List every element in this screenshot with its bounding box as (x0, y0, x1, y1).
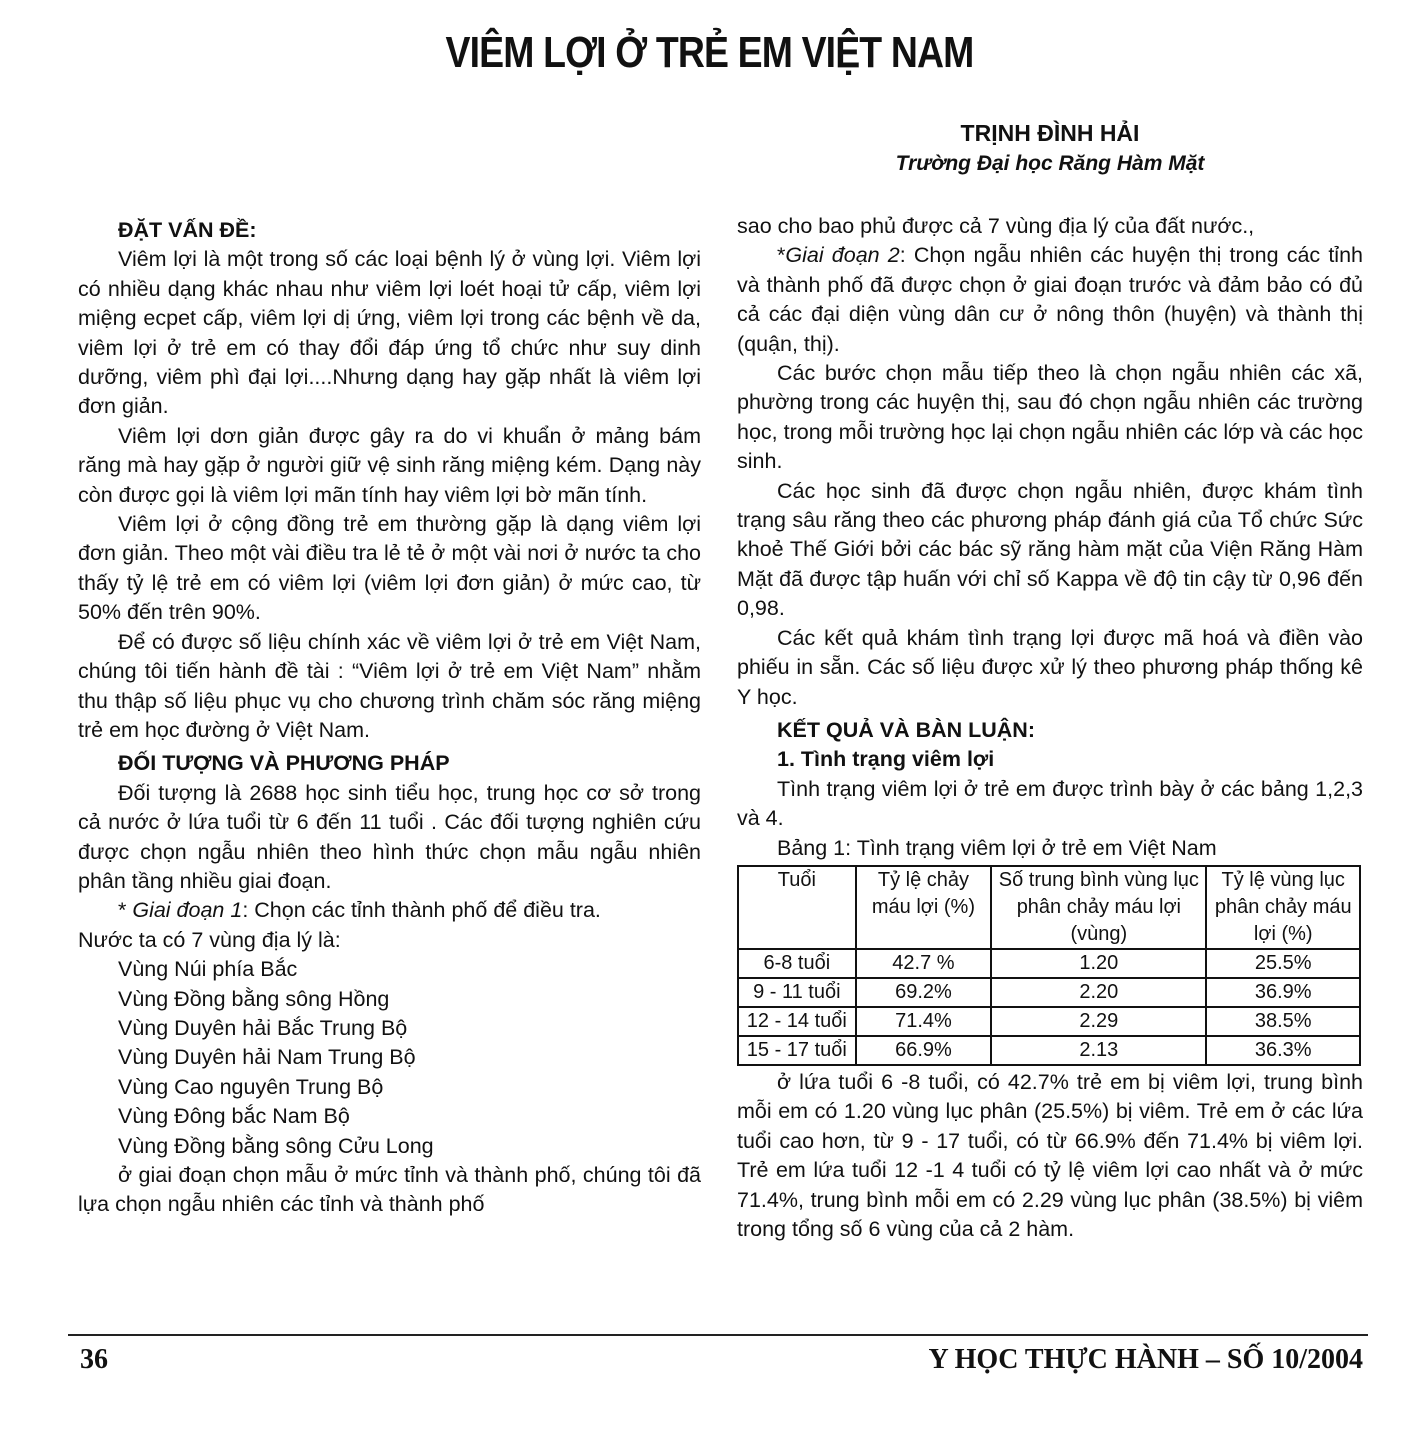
page-number: 36 (80, 1344, 108, 1375)
paragraph: Viêm lợi ở cộng đồng trẻ em thường gặp là dạng viêm lợi đơn giản. Theo một vài điều tra lẻ tẻ ở một vài nơi ở nước ta cho thấy tỷ lệ trẻ em có viêm lợi (viêm lợi đơn giản) ở mức cao, từ 50% đến trên 90%. (78, 512, 701, 625)
paragraph: Các kết quả khám tình trạng lợi được mã hoá và điền vào phiếu in sẵn. Các số liệu được xử lý theo phương pháp thống kê Y học. (737, 625, 1363, 709)
region-item: Vùng Duyên hải Bắc Trung Bộ (118, 1015, 408, 1040)
journal-name: Y HỌC THỰC HÀNH – SỐ 10/2004 (928, 1344, 1363, 1375)
paragraph: ở lứa tuổi 6 -8 tuổi, có 42.7% trẻ em bị viêm lợi, trung bình mỗi em có 1.20 vùng lục phân (25.5%) bị viêm. Trẻ em ở các lứa tuổi cao hơn, từ 9 - 17 tuổi, có từ 66.9% đến 71.4% bị viêm lợi. Trẻ em lứa tuổi 12 -1 4 tuổi có tỷ lệ viêm lợi cao nhất và ở mức 71.4%, trung bình mỗi em có 2.29 vùng lục phân (38.5%) bị viêm trong tổng số 6 vùng của cả 2 hàm. (737, 1069, 1363, 1241)
section-heading-doi-tuong: ĐỐI TƯỢNG VÀ PHƯƠNG PHÁP (118, 751, 450, 776)
paragraph-text: : Chọn các tỉnh thành phố để điều tra. (242, 898, 601, 923)
footer-divider (68, 1334, 1368, 1336)
region-item: Vùng Đồng bằng sông Cửu Long (118, 1133, 434, 1158)
paragraph-giai-doan-1 (78, 896, 701, 925)
table-cell: 66.9% (856, 1036, 992, 1065)
table-row (738, 1036, 1360, 1065)
table-cell: 42.7 % (856, 949, 992, 978)
table-cell: 9 - 11 tuổi (738, 978, 856, 1007)
bullet-prefix: * (118, 898, 133, 923)
paragraph: Đối tượng là 2688 học sinh tiểu học, trung học cơ sở trong cả nước ở lứa tuổi từ 6 đến 11 tuổi . Các đối tượng nghiên cứu được chọn ngẫu nhiên theo hình thức chọn mẫu ngẫu nhiên phân tầng nhiều giai đoạn. (78, 780, 701, 893)
paragraph: Viêm lợi là một trong số các loại bệnh lý ở vùng lợi. Viêm lợi có nhiều dạng khác nhau như viêm lợi loét hoại tử cấp, viêm lợi miệng ecpet cấp, viêm lợi dị ứng, viêm lợi trong các bệnh về da, viêm lợi ở trẻ em có thay đổi đáp ứng tổ chức như suy dinh dưỡng, viêm phì đại lợi....Nhưng dạng hay gặp nhất là viêm lợi đơn giản. (78, 247, 701, 419)
paragraph: Nước ta có 7 vùng địa lý là: (78, 927, 341, 952)
article-title: VIÊM LỢI Ở TRẺ EM VIỆT NAM (445, 28, 974, 77)
author-affiliation: Trường Đại học Răng Hàm Mặt (895, 152, 1205, 175)
table-caption: Bảng 1: Tình trạng viêm lợi ở trẻ em Việt Nam (777, 835, 1217, 860)
italic-term: Giai đoạn 1 (132, 898, 243, 923)
paragraph: sao cho bao phủ được cả 7 vùng địa lý của đất nước., (737, 214, 1255, 238)
table-cell: 71.4% (856, 1007, 992, 1036)
table-row (738, 949, 1360, 978)
section-heading-ket-qua: KẾT QUẢ VÀ BÀN LUẬN: (777, 717, 1035, 742)
table-cell: 6-8 tuổi (738, 949, 856, 978)
table-cell: 2.29 (991, 1007, 1206, 1036)
right-column (737, 212, 1363, 1244)
section-heading-dat-van-de: ĐẶT VẤN ĐỀ: (118, 218, 257, 242)
left-column (78, 212, 701, 1220)
table-header-row (738, 866, 1360, 949)
paragraph-giai-doan-2 (737, 241, 1363, 359)
paragraph: Các học sinh đã được chọn ngẫu nhiên, được khám tình trạng sâu răng theo các phương pháp đánh giá của Tổ chức Sức khoẻ Thế Giới bởi các bác sỹ răng hàm mặt của Viện Răng Hàm Mặt đã được tập huấn với chỉ số Kappa về độ tin cậy từ 0,96 đến 0,98. (737, 478, 1363, 621)
bullet-prefix: * (777, 243, 786, 268)
results-table (737, 865, 1361, 1066)
paragraph-text: : Chọn ngẫu nhiên các huyện thị trong các tỉnh và thành phố đã được chọn ở giai đoạn trước và đảm bảo có đủ cả các đại diện vùng dân cư ở nông thôn (huyện) và thành thị (quận, thị). (737, 243, 1364, 356)
paragraph: Để có được số liệu chính xác về viêm lợi ở trẻ em Việt Nam, chúng tôi tiến hành đề tài : “Viêm lợi ở trẻ em Việt Nam” nhằm thu thập số liệu phục vụ cho chương trình chăm sóc răng miệng trẻ em học đường ở Việt Nam. (78, 629, 701, 742)
region-item: Vùng Cao nguyên Trung Bộ (118, 1074, 384, 1099)
table-cell: 36.3% (1206, 1036, 1360, 1065)
table-header-cell: Tỷ lệ chảy máu lợi (%) (856, 866, 992, 949)
table-cell: 2.13 (991, 1036, 1206, 1065)
paragraph: Viêm lợi dơn giản được gây ra do vi khuẩn ở mảng bám răng mà hay gặp ở người giữ vệ sinh răng miệng kém. Dạng này còn được gọi là viêm lợi mãn tính hay viêm lợi bờ mãn tính. (78, 423, 701, 507)
italic-term: Giai đoạn 2 (785, 243, 900, 268)
table-cell: 15 - 17 tuổi (738, 1036, 856, 1065)
table-cell: 69.2% (856, 978, 992, 1007)
region-item: Vùng Đông bắc Nam Bộ (118, 1104, 350, 1129)
table-row (738, 978, 1360, 1007)
paragraph: ở giai đoạn chọn mẫu ở mức tỉnh và thành phố, chúng tôi đã lựa chọn ngẫu nhiên các tỉnh và thành phố (78, 1163, 701, 1217)
table-header-cell: Số trung bình vùng lục phân chảy máu lợi (vùng) (991, 866, 1206, 949)
table-cell: 1.20 (991, 949, 1206, 978)
paragraph: Các bước chọn mẫu tiếp theo là chọn ngẫu nhiên các xã, phường trong các huyện thị, sau đó chọn ngẫu nhiên các trường học, trong mỗi trường học lại chọn ngẫu nhiên các lớp và các học sinh. (737, 361, 1363, 474)
table-header-cell: Tỷ lệ vùng lục phân chảy máu lợi (%) (1206, 866, 1360, 949)
table-cell: 2.20 (991, 978, 1206, 1007)
table-cell: 25.5% (1206, 949, 1360, 978)
table-row (738, 1007, 1360, 1036)
region-item: Vùng Duyên hải Nam Trung Bộ (118, 1045, 416, 1070)
table-header-cell: Tuổi (738, 866, 856, 949)
table-cell: 38.5% (1206, 1007, 1360, 1036)
table-cell: 36.9% (1206, 978, 1360, 1007)
author-name: TRỊNH ĐÌNH HẢI (960, 120, 1140, 146)
paragraph: Tình trạng viêm lợi ở trẻ em được trình bày ở các bảng 1,2,3 và 4. (737, 776, 1363, 831)
region-item: Vùng Đồng bằng sông Hồng (118, 986, 390, 1011)
table-cell: 12 - 14 tuổi (738, 1007, 856, 1036)
region-item: Vùng Núi phía Bắc (118, 957, 298, 982)
subsection-heading: 1. Tình trạng viêm lợi (777, 747, 995, 772)
